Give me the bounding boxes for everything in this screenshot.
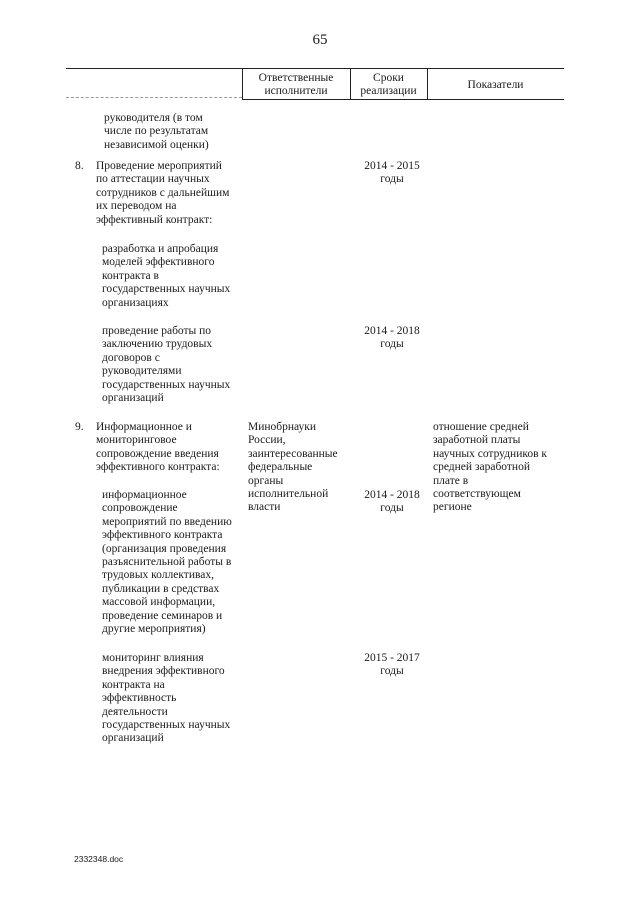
subitem-text: разработка и апробация моделей эффективного контракта в государственных научных организациях [102,243,231,309]
item-title: Информационное и мониторинговое сопровождение введения эффективного контракта: [96,421,220,474]
subitem-text: проведение работы по заключению трудовых договоров с руководителями государственных научных организаций [102,325,231,405]
header-responsible: Ответственные исполнители [258,72,334,98]
header-bottom-rule [242,99,564,100]
item-number: 8. [75,160,84,172]
header-dashed-rule [66,97,242,98]
item-term: 2014 - 2015 годы [364,160,420,186]
subitem-term: 2014 - 2018 годы [364,325,420,351]
item-number: 9. [75,421,84,433]
header-indicators: Показатели [467,79,524,91]
header-terms: Сроки реализации [360,72,417,98]
footer-filename: 2332348.doc [74,854,124,864]
item-responsible: Минобрнауки России, заинтересованные федеральные органы исполнительной власти [248,421,338,514]
table-top-rule [66,68,564,69]
page-number: 65 [312,32,328,48]
subitem-text: мониторинг влияния внедрения эффективного контракта на эффективность деятельности государственных научных организаций [102,652,231,745]
item-indicator: отношение средней заработной платы научных сотрудников к средней заработной плате в соответствующем регионе [433,421,548,514]
item-title: Проведение мероприятий по аттестации научных сотрудников с дальнейшим их переводом на эффективный контракт: [96,160,230,226]
subitem-text: информационное сопровождение мероприятий по введению эффективного контракта (организация проведения разъяснительной работы в трудовых коллективах, публикации в средствах массовой информации, проведение семинаров и другие мероприятия) [102,489,232,636]
carryover-text: руководителя (в том числе по результатам независимой оценки) [104,112,209,151]
subitem-term: 2014 - 2018 годы [364,489,420,515]
subitem-term: 2015 - 2017 годы [364,652,420,678]
